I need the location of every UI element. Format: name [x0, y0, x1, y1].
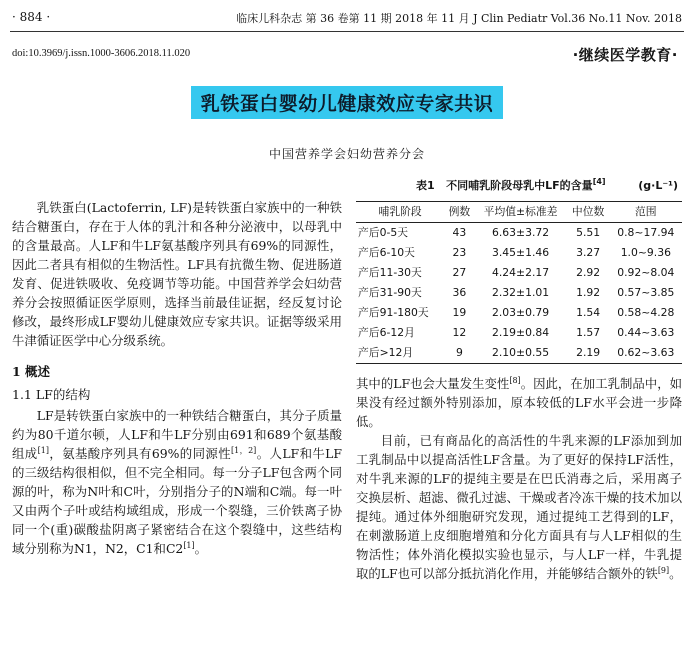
table-cell: 产后91-180天 [358, 306, 429, 319]
table-cell: 0.8~17.94 [617, 226, 675, 239]
citation: [4] [592, 177, 606, 186]
table-row [356, 223, 682, 244]
table-cell: 2.32±1.01 [492, 286, 550, 299]
table-cell: 5.51 [576, 226, 601, 239]
table-cell: 产后6-12月 [358, 326, 415, 339]
paragraph-text: ，氨基酸序列具有69%的同源性 [48, 446, 232, 461]
table-cell: 2.19±0.84 [492, 326, 550, 339]
table-cell: 12 [452, 326, 467, 339]
table-cell: 9 [444, 343, 474, 364]
table-header-cell: 范围 [610, 202, 682, 223]
paragraph-text: 。人LF和牛LF的三级结构很相似，但不完全相同。每一分子LF包含两个同源的叶，称为N叶和C叶，分别指分子的N端和C端。每一叶又由两个子叶或结构域组成，形成一个裂缝，三价铁离子协同一个(重)碳酸盐阴离子紧密结合在这个裂缝中，这些结构域分别称为N1，N2，C1和C2 [12, 446, 343, 556]
table-cell: 0.92~8.04 [617, 266, 675, 279]
section-1-1-paragraph [12, 406, 342, 558]
table-cell: 3.27 [576, 246, 601, 259]
right-column [356, 176, 682, 583]
table-cell: 1.54 [576, 306, 601, 319]
table-cell: 1.92 [576, 286, 601, 299]
table-cell: 6.63±3.72 [492, 226, 550, 239]
table-cell: 2.03±0.79 [492, 306, 550, 319]
paragraph-text: 目前，已有商品化的高活性的牛乳来源的LF添加到加工乳制品中以提高活性LF含量。为了更好的保持LF活性，对牛乳来源的LF的提纯主要是在巴氏消毒之后，采用离子交换层析、超滤、微孔过滤、干燥或者冷冻干燥的技术加以提纯。通过体外细胞研究发现，通过提纯工艺得到的LF，在刺激肠道上皮细胞增殖和分化方面具有与人LF相似的生物活性；体外消化模拟实验也显示，与人LF一样，牛乳提取的LF也可以部分抵抗消化作用，并能够结合额外的铁 [356, 433, 682, 581]
paragraph-text: 。 [669, 566, 682, 581]
table-cell: 19 [452, 306, 467, 319]
page-number: · 884 · [12, 10, 51, 24]
table-header-cell: 例数 [444, 202, 474, 223]
table-cell: 4.24±2.17 [492, 266, 550, 279]
table-cell: 0.57~3.85 [617, 286, 675, 299]
table-cell: 27 [452, 266, 467, 279]
table-cell: 产后6-10天 [358, 246, 415, 259]
table-cell: 产后31-90天 [358, 286, 422, 299]
table-cell: 3.45±1.46 [492, 246, 550, 259]
paragraph-text: 。因此，在加工乳制品中，如果没有经过额外特别添加，原本较低的LF水平会进一步降低。 [356, 376, 683, 429]
section-tag: ·继续医学教育· [572, 46, 678, 64]
table-unit: (g·L⁻¹) [638, 179, 678, 192]
table-cell: 产后0-5天 [358, 226, 409, 239]
citation: [9] [657, 566, 670, 575]
table-cell: 2.10±0.55 [475, 343, 567, 364]
article-title: 乳铁蛋白婴幼儿健康效应专家共识 [191, 86, 504, 119]
table-cell: 2.92 [576, 266, 601, 279]
table-row [356, 283, 682, 303]
citation: [1] [37, 446, 49, 455]
citation: [1，2] [231, 446, 257, 455]
table-header-row [356, 202, 682, 223]
table-caption-title [416, 176, 606, 195]
journal-header: 临床儿科杂志 第 36 卷第 11 期 2018 年 11 月 J Clin Pediatr Vol.36 No.11 Nov. 2018 [236, 12, 682, 25]
table-caption-text: 不同哺乳阶段母乳中LF的含量 [446, 179, 593, 192]
continuation-paragraph [356, 374, 682, 431]
table-header-cell: 平均值±标准差 [475, 202, 567, 223]
paragraph-text: 。 [194, 541, 208, 556]
table-row [356, 343, 682, 364]
table-cell: 0.44~3.63 [617, 326, 675, 339]
table-cell: 43 [452, 226, 467, 239]
header-rule [10, 31, 684, 32]
table-cell: 1.57 [576, 326, 601, 339]
table-cell: 23 [452, 246, 467, 259]
purification-paragraph [356, 431, 682, 583]
citation: [1] [183, 541, 195, 550]
citation: [8] [509, 376, 521, 385]
paragraph-text: 其中的LF也会大量发生变性 [356, 376, 510, 391]
table-cell: 0.58~4.28 [617, 306, 675, 319]
table-caption [356, 176, 682, 195]
table-cell: 1.0~9.36 [620, 246, 671, 259]
table-cell: 36 [452, 286, 467, 299]
paragraph-text: LF是转铁蛋白家族中的一种铁结合糖蛋白，其分子质量约为80千道尔顿，人LF和牛LF分别由691和689个氨基酸组成 [12, 408, 342, 461]
table-header-cell: 中位数 [567, 202, 610, 223]
section-1-heading: 1 概述 [12, 364, 51, 379]
table-row [356, 323, 682, 343]
doi-line: doi:10.3969/j.issn.1000-3606.2018.11.020 [12, 48, 191, 59]
title-wrap [0, 86, 694, 119]
table-cell: 产后>12月 [356, 343, 444, 364]
left-column [12, 198, 342, 558]
lf-content-table [356, 201, 682, 364]
table-row [356, 243, 682, 263]
table-cell: 0.62~3.63 [610, 343, 682, 364]
table-cell: 产后11-30天 [358, 266, 422, 279]
table-label: 表1 [416, 179, 435, 192]
abstract-paragraph: 乳铁蛋白(Lactoferrin, LF)是转铁蛋白家族中的一种铁结合糖蛋白，存在于人体的乳汁和各种分泌液中，以母乳中的含量最高。人LF和牛LF氨基酸序列具有69%的同源性，因此二者具有相似的生物活性。LF具有抗微生物、促进肠道发育、促进铁吸收、免疫调节等功能。中国营养学会妇幼营养分会按照循证医学原则，选择当前最佳证据，经反复讨论修改，最终形成LF婴幼儿健康效应专家共识。证据等级采用牛津循证医学中心分级系统。 [12, 200, 342, 348]
section-1-1-heading: 1.1 LF的结构 [12, 387, 91, 402]
table-row [356, 263, 682, 283]
table-row [356, 303, 682, 323]
author-line: 中国营养学会妇幼营养分会 [268, 147, 425, 161]
table-header-cell: 哺乳阶段 [356, 202, 444, 223]
table-cell: 2.19 [567, 343, 610, 364]
